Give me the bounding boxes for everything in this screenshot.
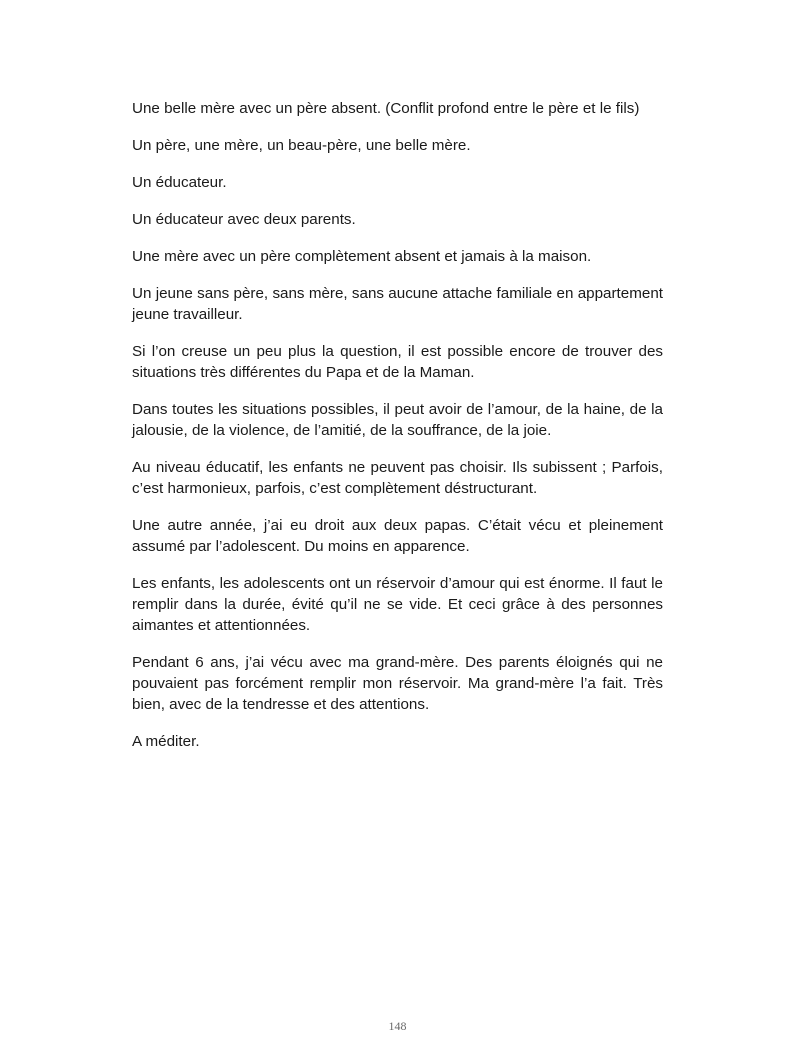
paragraph-12: Pendant 6 ans, j’ai vécu avec ma grand-mère. Des parents éloignés qui ne pouvaient pas forcément remplir mon réservoir. Ma grand-mère l’a fait. Très bien, avec de la tendresse et des attentions. [132, 654, 663, 713]
page-number: 148 [388, 1019, 407, 1033]
paragraph-10: Une autre année, j’ai eu droit aux deux papas. C’était vécu et pleinement assumé par l’adolescent. Du moins en apparence. [132, 517, 663, 555]
paragraph-7: Si l’on creuse un peu plus la question, il est possible encore de trouver des situations très différentes du Papa et de la Maman. [132, 343, 663, 381]
paragraph-3: Un éducateur. [132, 174, 227, 191]
paragraph-1: Une belle mère avec un père absent. (Conflit profond entre le père et le fils) [132, 100, 640, 117]
paragraph-2: Un père, une mère, un beau-père, une belle mère. [132, 137, 471, 154]
paragraph-4: Un éducateur avec deux parents. [132, 211, 356, 228]
page-body [132, 98, 663, 768]
paragraph-11: Les enfants, les adolescents ont un réservoir d’amour qui est énorme. Il faut le remplir dans la durée, évité qu’il ne se vide. Et ceci grâce à des personnes aimantes et attentionnées. [132, 575, 663, 634]
paragraph-8: Dans toutes les situations possibles, il peut avoir de l’amour, de la haine, de la jalousie, de la violence, de l’amitié, de la souffrance, de la joie. [132, 401, 663, 439]
paragraph-6: Un jeune sans père, sans mère, sans aucune attache familiale en appartement jeune travailleur. [132, 285, 663, 323]
paragraph-13: A méditer. [132, 733, 200, 750]
paragraph-5: Une mère avec un père complètement absent et jamais à la maison. [132, 248, 592, 265]
paragraph-9: Au niveau éducatif, les enfants ne peuvent pas choisir. Ils subissent ; Parfois, c’est harmonieux, parfois, c’est complètement déstructurant. [132, 459, 663, 497]
